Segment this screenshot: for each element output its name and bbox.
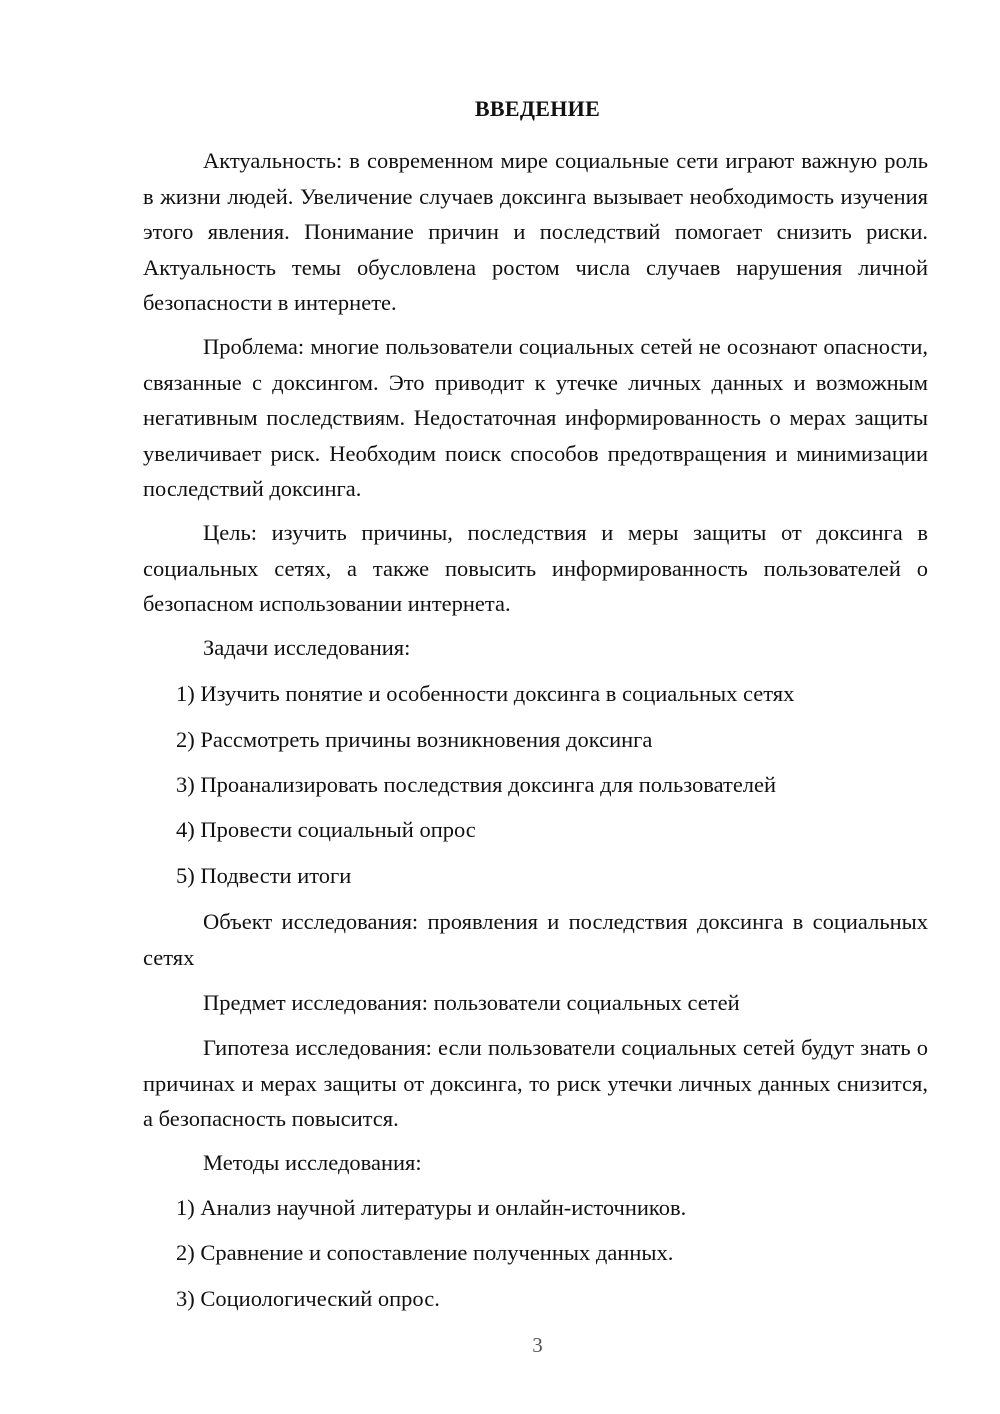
list-item-method-3: 3) Социологический опрос. (176, 1286, 440, 1311)
paragraph-hypothesis: Гипотеза исследования: если пользователи социальных сетей будут знать о причинах и мерах защиты от доксинга, то риск утечки личных данных снизится, а безопасность повысится. (143, 1035, 928, 1131)
paragraph-goal: Цель: изучить причины, последствия и меры защиты от доксинга в социальных сетях, а также повысить информированность пользователей о безопасном использовании интернета. (143, 520, 928, 616)
list-item-task-3: 3) Проанализировать последствия доксинга для пользователей (176, 772, 777, 797)
page-number: 3 (532, 1333, 543, 1357)
methods-heading: Методы исследования: (203, 1150, 422, 1175)
list-item-task-5: 5) Подвести итоги (176, 863, 352, 888)
tasks-heading: Задачи исследования: (203, 635, 411, 660)
paragraph-subject: Предмет исследования: пользователи социальных сетей (203, 990, 740, 1015)
list-item-task-1: 1) Изучить понятие и особенности доксинга в социальных сетях (176, 681, 795, 706)
list-item-task-4: 4) Провести социальный опрос (176, 817, 476, 842)
paragraph-relevance: Актуальность: в современном мире социальные сети играют важную роль в жизни людей. Увеличение случаев доксинга вызывает необходимость изучения этого явления. Понимание причин и последствий помогает снизить риски. Актуальность темы обусловлена ростом числа случаев нарушения личной безопасности в интернете. (143, 148, 928, 315)
paragraph-problem: Проблема: многие пользователи социальных сетей не осознают опасности, связанные с доксингом. Это приводит к утечке личных данных и возможным негативным последствиям. Недостаточная информированность о мерах защиты увеличивает риск. Необходим поиск способов предотвращения и минимизации последствий доксинга. (143, 334, 928, 501)
list-item-method-1: 1) Анализ научной литературы и онлайн-источников. (176, 1195, 687, 1220)
paragraph-object: Объект исследования: проявления и последствия доксинга в социальных сетях (143, 909, 928, 970)
page-title: ВВЕДЕНИЕ (474, 96, 601, 121)
list-item-task-2: 2) Рассмотреть причины возникновения доксинга (176, 727, 653, 752)
list-item-method-2: 2) Сравнение и сопоставление полученных данных. (176, 1240, 674, 1265)
